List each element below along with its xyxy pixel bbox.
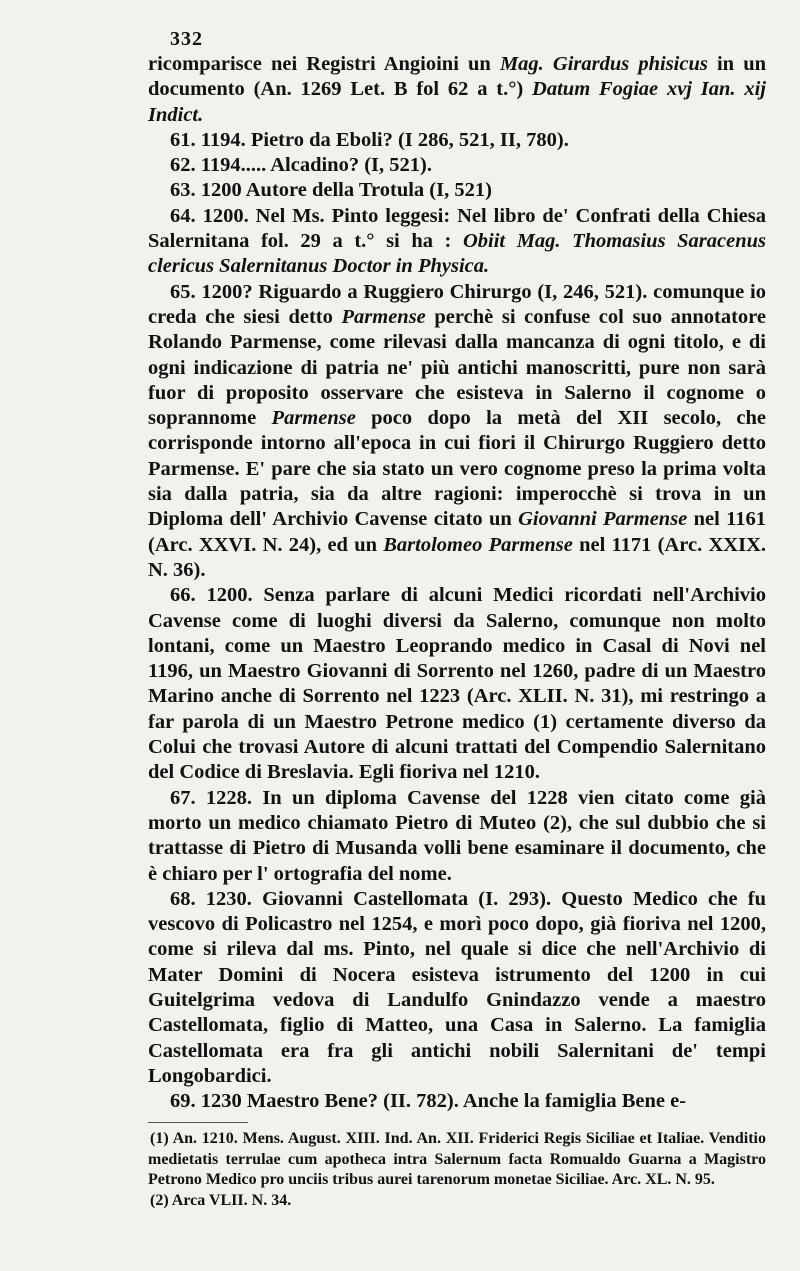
paragraph (148, 583, 766, 785)
italic-text: Datum Fogiae xvj Ian. xij Indict. (148, 78, 766, 126)
text-run: 68. 1230. Giovanni Castellomata (I. 293). Questo Medico che fu vescovo di Policastro nel 1254, e morì poco dopo, già fioriva nel 1200, come si rileva dal ms. Pinto, nel quale si dice che nell'Archivio di Mater Domini di Nocera esisteva istrumento del 1200 in cui Guitelgrima vedova di Landulfo Gnindazzo vende a maestro Castellomata, figlio di Matteo, una Casa in Salerno. La famiglia Castellomata era fra gli antichi nobili Salernitani de' tempi Longobardici. (148, 887, 766, 1087)
paragraph (148, 786, 766, 887)
paragraph (148, 128, 766, 153)
paragraph (148, 1089, 766, 1114)
footnotes (148, 1129, 766, 1211)
page-number: 332 (170, 28, 203, 50)
text-run: ricomparisce nei Registri Angioini un (148, 53, 500, 75)
paragraph (148, 178, 766, 203)
text-run: 62. 1194..... Alcadino? (I, 521). (170, 154, 432, 177)
italic-text: Obiit Mag. Thomasius Saracenus clericus Salernitanus Doctor in Physica. (148, 230, 766, 278)
body-text (148, 52, 766, 1114)
text-run: nel 1161 (Arc. XXVI. N. 24), ed un (148, 508, 766, 556)
footnote-1: (1) An. 1210. Mens. August. XIII. Ind. An. XII. Friderici Regis Siciliae et Italiae. Venditio medietatis terrulae cum apotheca intra Salernum facta Romualdo Guarna a Magistro Petrono Medico pro unciis tribus aurei tarenorum monetae Siciliae. Arc. XL. N. 95. (148, 1130, 766, 1189)
text-run: 64. 1200. Nel Ms. Pinto leggesi: Nel libro de' Confrati della Chiesa Salernitana fol. 29 a t.° si ha : (148, 204, 766, 253)
text-run: 66. 1200. Senza parlare di alcuni Medici ricordati nell'Archivio Cavense come di luoghi diversi da Salerno, comunque non molto lontani, come un Maestro Leoprando medico in Casal di Novi nel 1196, un Maestro Giovanni di Sorrento nel 1260, padre di un Maestro Marino anche di Sorrento nel 1223 (Arc. XLII. N. 31), mi restringo a far parola di un Maestro Petrone medico (1) certamente diverso da Colui che trovasi Autore di alcuni trattati del Compendio Salernitano del Codice di Breslavia. Egli fioriva nel 1210. (148, 584, 766, 784)
text-run: 69. 1230 Maestro Bene? (II. 782). Anche la famiglia Bene e- (170, 1090, 687, 1113)
text-run: poco dopo la metà del XII secolo, che corrisponde intorno all'epoca in cui fiori il Chirurgo Ruggiero detto Parmense. E' pare che sia stato un vero cognome preso la prima volta sia dalla patria, sia da altre ragioni: imperocchè si trova in un Diploma dell' Archivio Cavense citato un (148, 407, 766, 531)
italic-text: Parmense (341, 305, 426, 328)
footnote-rule (148, 1122, 248, 1123)
italic-text: Bartolomeo Parmense (383, 533, 573, 556)
text-run: in un documento (An. 1269 Let. B fol 62 a t.°) (148, 53, 766, 101)
italic-text: Giovanni Parmense (518, 508, 688, 531)
text-run: nel 1171 (Arc. XXIX. N. 36). (148, 533, 766, 581)
paragraph (148, 204, 766, 280)
italic-text: Parmense (271, 407, 356, 430)
text-run: perchè si confuse col suo annotatore Rolando Parmense, come rilevasi dalla mancanza di ogni titolo, e di ogni indicazione di patria ne' più antichi manoscritti, pure non sarà fuor di proposito osservare che esisteva in Salerno il cognome o soprannome (148, 305, 766, 430)
text-run: 67. 1228. In un diploma Cavense del 1228 vien citato come già morto un medico chiamato Pietro di Muteo (2), che sul dubbio che si trattasse di Pietro di Musanda volli bene esaminare il documento, che è chiaro per l' ortografia del nome. (148, 786, 766, 885)
text-run: 61. 1194. Pietro da Eboli? (I 286, 521, II, 780). (170, 128, 569, 151)
footnote-2: (2) Arca VLII. N. 34. (150, 1191, 292, 1209)
paragraph (148, 153, 766, 178)
text-run: 63. 1200 Autore della Trotula (I, 521) (170, 179, 492, 202)
paragraph (148, 887, 766, 1089)
text-run: 65. 1200? Riguardo a Ruggiero Chirurgo (I, 246, 521). comunque io creda che siesi detto (148, 280, 766, 328)
paragraph (148, 52, 766, 128)
paragraph (148, 280, 766, 584)
italic-text: Mag. Girardus phisicus (499, 53, 708, 75)
